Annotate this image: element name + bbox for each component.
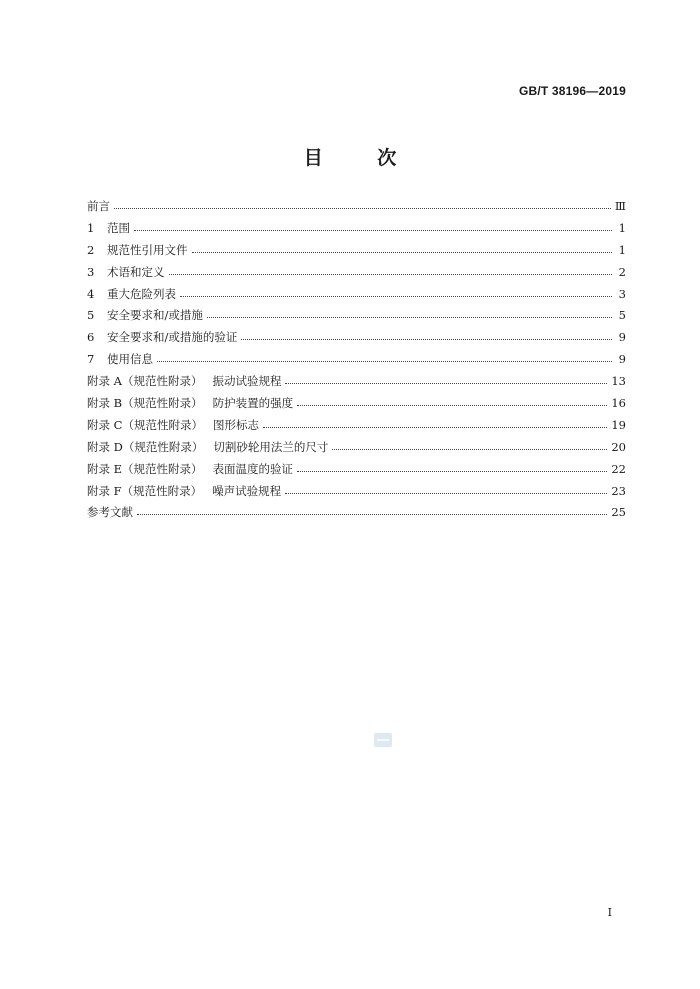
toc-entry-page: 9 bbox=[618, 330, 626, 345]
dot-leader bbox=[285, 375, 607, 385]
dot-leader bbox=[192, 244, 613, 254]
page-title: 目 次 bbox=[303, 147, 421, 169]
dot-leader bbox=[207, 309, 612, 319]
toc-entry-label bbox=[87, 351, 153, 367]
toc-entry-title: 范围 bbox=[107, 220, 130, 235]
dot-leader bbox=[297, 463, 607, 473]
toc-entry-5[interactable] bbox=[87, 307, 626, 329]
watermark-mark bbox=[374, 733, 392, 747]
page-number: I bbox=[607, 906, 612, 919]
toc-entry-number: 5 bbox=[87, 308, 95, 323]
toc-entry-title: 附录 A（规范性附录） bbox=[87, 374, 203, 389]
toc-entry-title: 安全要求和/或措施的验证 bbox=[107, 330, 238, 345]
dot-leader bbox=[241, 331, 612, 341]
toc-entry-1[interactable] bbox=[87, 220, 626, 242]
toc-entry-page: Ⅲ bbox=[614, 199, 626, 213]
toc-entry-label bbox=[87, 461, 293, 477]
toc-entry-subtitle: 噪声试验规程 bbox=[212, 483, 282, 498]
toc-entry-label bbox=[87, 198, 110, 214]
toc-entry-title: 附录 E（规范性附录） bbox=[87, 461, 203, 476]
toc-entry-page: 2 bbox=[618, 264, 626, 279]
toc-entry-label bbox=[87, 504, 133, 520]
toc-entry-label bbox=[87, 483, 281, 499]
dot-leader bbox=[114, 200, 611, 210]
dot-leader bbox=[263, 419, 607, 429]
toc-entry-annex-b[interactable] bbox=[87, 395, 626, 417]
standard-code: GB/T 38196—2019 bbox=[518, 84, 626, 98]
toc-entry-page: 1 bbox=[618, 242, 626, 257]
toc-entry-number: 2 bbox=[87, 242, 95, 257]
toc-entry-subtitle: 图形标志 bbox=[212, 417, 259, 432]
toc-entry-title: 重大危险列表 bbox=[107, 286, 176, 301]
dot-leader bbox=[332, 441, 607, 451]
toc-entry-label bbox=[87, 286, 176, 302]
toc-entry-7[interactable] bbox=[87, 351, 626, 373]
table-of-contents bbox=[87, 198, 626, 526]
toc-entry-2[interactable] bbox=[87, 242, 626, 264]
toc-entry-page: 9 bbox=[618, 352, 626, 367]
toc-entry-label bbox=[87, 264, 165, 280]
toc-entry-annex-a[interactable] bbox=[87, 373, 626, 395]
toc-entry-subtitle: 表面温度的验证 bbox=[212, 461, 294, 476]
toc-entry-number: 1 bbox=[87, 220, 95, 235]
toc-entry-label bbox=[87, 307, 203, 323]
toc-entry-6[interactable] bbox=[87, 329, 626, 351]
toc-entry-page: 16 bbox=[611, 396, 626, 411]
toc-entry-title: 使用信息 bbox=[107, 352, 153, 367]
toc-entry-annex-e[interactable] bbox=[87, 461, 626, 483]
toc-entry-number: 3 bbox=[87, 264, 95, 279]
dot-leader bbox=[169, 266, 613, 276]
toc-entry-title: 附录 C（规范性附录） bbox=[87, 417, 203, 432]
toc-entry-title: 安全要求和/或措施 bbox=[107, 308, 203, 323]
toc-entry-title: 参考文献 bbox=[87, 505, 133, 520]
toc-entry-title: 规范性引用文件 bbox=[107, 242, 188, 257]
toc-entry-label bbox=[87, 395, 293, 411]
toc-entry-subtitle: 振动试验规程 bbox=[212, 374, 282, 389]
toc-entry-annex-f[interactable] bbox=[87, 483, 626, 505]
toc-entry-title: 附录 F（规范性附录） bbox=[87, 483, 203, 498]
dot-leader bbox=[137, 506, 607, 516]
dot-leader bbox=[297, 397, 607, 407]
toc-entry-page: 3 bbox=[618, 286, 626, 301]
toc-entry-title: 附录 D（规范性附录） bbox=[87, 439, 204, 454]
toc-entry-3[interactable] bbox=[87, 264, 626, 286]
toc-entry-page: 19 bbox=[611, 417, 626, 432]
toc-entry-page: 23 bbox=[611, 483, 626, 498]
toc-entry-annex-d[interactable] bbox=[87, 439, 626, 461]
toc-entry-label bbox=[87, 242, 188, 258]
toc-entry-subtitle: 切割砂轮用法兰的尺寸 bbox=[213, 439, 329, 454]
toc-entry-label bbox=[87, 329, 237, 345]
toc-entry-title: 附录 B（规范性附录） bbox=[87, 396, 203, 411]
dot-leader bbox=[285, 485, 607, 495]
toc-entry-number: 7 bbox=[87, 352, 95, 367]
toc-entry-bibliography[interactable] bbox=[87, 504, 626, 526]
toc-entry-title: 术语和定义 bbox=[107, 264, 165, 279]
toc-entry-page: 25 bbox=[611, 505, 626, 520]
toc-entry-label bbox=[87, 373, 281, 389]
toc-entry-page: 13 bbox=[611, 374, 626, 389]
toc-entry-page: 22 bbox=[611, 461, 626, 476]
dot-leader bbox=[134, 222, 612, 232]
dot-leader bbox=[157, 353, 612, 363]
toc-entry-page: 20 bbox=[611, 439, 626, 454]
toc-entry-annex-c[interactable] bbox=[87, 417, 626, 439]
toc-entry-label bbox=[87, 417, 259, 433]
toc-entry-label bbox=[87, 220, 130, 236]
dot-leader bbox=[180, 288, 612, 298]
toc-entry-page: 1 bbox=[618, 220, 626, 235]
toc-entry-foreword[interactable] bbox=[87, 198, 626, 220]
toc-entry-label bbox=[87, 439, 328, 455]
toc-entry-subtitle: 防护装置的强度 bbox=[212, 396, 294, 411]
toc-entry-number: 4 bbox=[87, 286, 95, 301]
toc-entry-page: 5 bbox=[618, 308, 626, 323]
toc-entry-number: 6 bbox=[87, 330, 95, 345]
toc-entry-title: 前言 bbox=[87, 199, 110, 213]
toc-entry-4[interactable] bbox=[87, 286, 626, 308]
